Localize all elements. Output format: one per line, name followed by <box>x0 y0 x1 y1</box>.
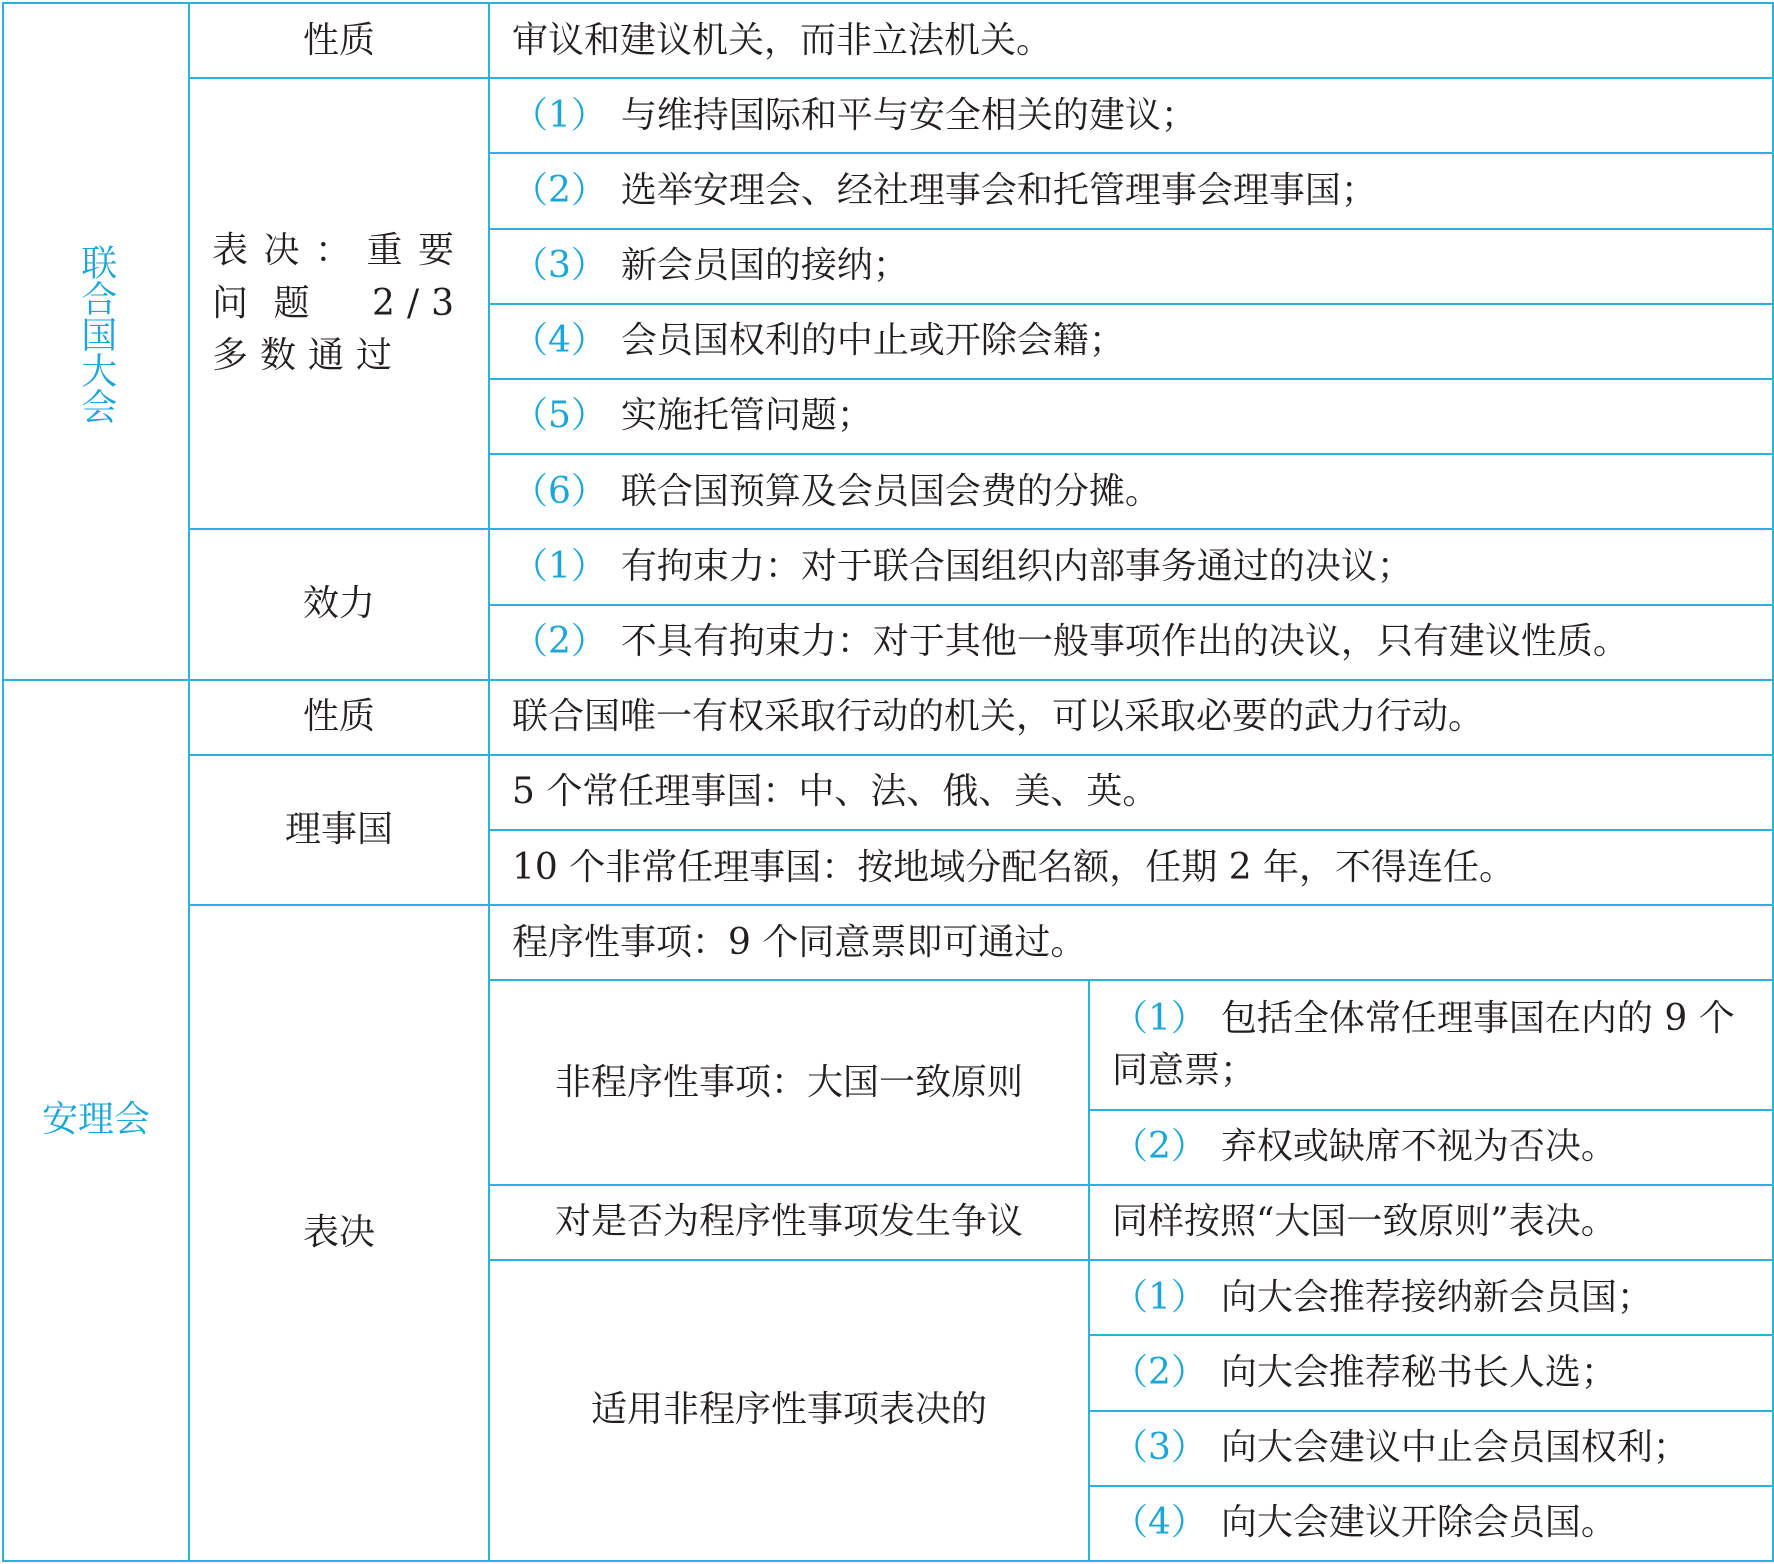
item-number: （3） <box>512 245 607 287</box>
item-text: 向大会推荐接纳新会员国； <box>1220 1276 1653 1318</box>
item-text: 与维持国际和平与安全相关的建议； <box>620 94 1197 136</box>
item-number: （1） <box>1112 997 1207 1039</box>
table-row <box>3 755 1773 830</box>
item-text: 联合国预算及会员国会费的分摊。 <box>620 470 1161 512</box>
list-item: 5 个常任理事国：中、法、俄、美、英。 <box>489 755 1773 830</box>
item-text: 包括全体常任理事国在内的 9 个同意票； <box>1112 997 1735 1092</box>
item-number: （2） <box>1112 1126 1207 1168</box>
sc-dispute-label: 对是否为程序性事项发生争议 <box>489 1185 1089 1260</box>
item-number: （2） <box>512 169 607 211</box>
list-item <box>489 153 1773 228</box>
list-item <box>489 454 1773 529</box>
ga-vote-label <box>189 78 489 529</box>
item-text: 向大会推荐秘书长人选； <box>1220 1351 1617 1393</box>
ga-vote-label-text: 表决：重要问题 2/3 多数通过 <box>212 230 466 376</box>
section-title: 联合国大会 <box>75 243 117 424</box>
item-number: （4） <box>1112 1502 1207 1544</box>
list-item <box>489 605 1773 680</box>
item-text: 向大会建议中止会员国权利； <box>1220 1427 1689 1469</box>
sc-procedural: 程序性事项：9 个同意票即可通过。 <box>489 905 1773 980</box>
item-number: （3） <box>1112 1427 1207 1469</box>
item-number: （1） <box>512 545 607 587</box>
item-number: （6） <box>512 470 607 512</box>
list-item <box>1089 1486 1773 1561</box>
ga-nature-label: 性质 <box>189 3 489 78</box>
item-number: （1） <box>512 94 607 136</box>
table-row <box>3 78 1773 153</box>
table-row <box>3 3 1773 78</box>
item-number: （2） <box>1112 1351 1207 1393</box>
list-item <box>489 78 1773 153</box>
item-text: 选举安理会、经社理事会和托管理事会理事国； <box>620 169 1377 211</box>
item-text: 实施托管问题； <box>620 395 873 437</box>
list-item <box>489 379 1773 454</box>
section-title: 安理会 <box>41 1099 150 1141</box>
table-row <box>3 680 1773 755</box>
list-item <box>489 529 1773 604</box>
item-number: （1） <box>1112 1276 1207 1318</box>
list-item: 10 个非常任理事国：按地域分配名额，任期 2 年，不得连任。 <box>489 830 1773 905</box>
list-item <box>1089 1110 1773 1185</box>
list-item <box>1089 1411 1773 1486</box>
section-general-assembly <box>3 3 189 680</box>
item-text: 有拘束力：对于联合国组织内部事务通过的决议； <box>620 545 1413 587</box>
table-row <box>3 529 1773 604</box>
item-text: 会员国权利的中止或开除会籍； <box>620 320 1125 362</box>
sc-members-label: 理事国 <box>189 755 489 905</box>
sc-vote-label: 表决 <box>189 905 489 1561</box>
list-item <box>1089 1260 1773 1335</box>
sc-nature-label: 性质 <box>189 680 489 755</box>
list-item <box>489 229 1773 304</box>
table-row <box>3 905 1773 980</box>
item-text: 不具有拘束力：对于其他一般事项作出的决议，只有建议性质。 <box>620 621 1629 662</box>
ga-effect-label: 效力 <box>189 529 489 679</box>
section-security-council <box>3 680 189 1561</box>
sc-dispute-text: 同样按照“大国一致原则”表决。 <box>1089 1185 1773 1260</box>
un-organs-table <box>2 2 1774 1562</box>
list-item <box>1089 980 1773 1109</box>
sc-applicable-label: 适用非程序性事项表决的 <box>489 1260 1089 1561</box>
item-number: （5） <box>512 395 607 437</box>
ga-nature-text: 审议和建议机关，而非立法机关。 <box>489 3 1773 78</box>
sc-nonproc-label: 非程序性事项：大国一致原则 <box>489 980 1089 1185</box>
item-number: （4） <box>512 320 607 362</box>
sc-nature-text: 联合国唯一有权采取行动的机关，可以采取必要的武力行动。 <box>489 680 1773 755</box>
item-text: 新会员国的接纳； <box>620 245 909 287</box>
list-item <box>1089 1335 1773 1410</box>
list-item <box>489 304 1773 379</box>
item-text: 弃权或缺席不视为否决。 <box>1220 1126 1617 1168</box>
item-number: （2） <box>512 621 607 662</box>
item-text: 向大会建议开除会员国。 <box>1220 1502 1617 1544</box>
